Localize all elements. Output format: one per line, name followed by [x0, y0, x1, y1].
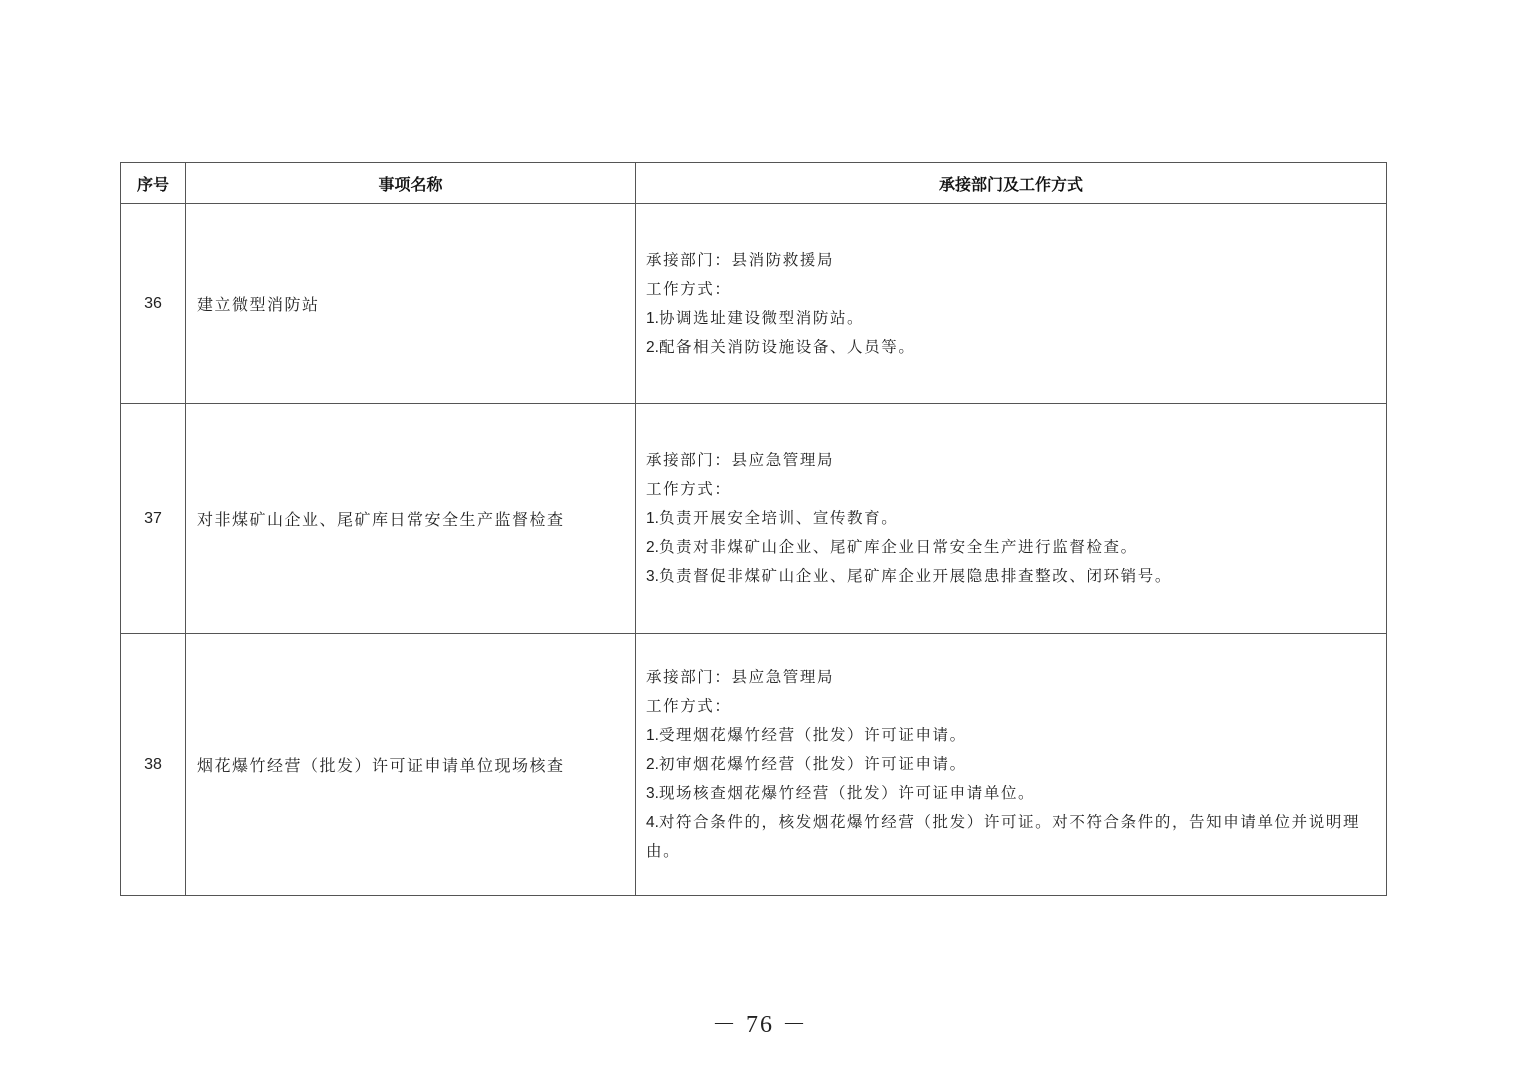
items-table — [120, 162, 1387, 896]
department-line: 承接部门：县应急管理局 — [646, 451, 835, 469]
table-header-row — [121, 163, 1387, 204]
row-department-method — [636, 404, 1387, 634]
page-number: － 76 － — [712, 1012, 808, 1038]
row-serial-number: 37 — [121, 404, 186, 634]
method-item: 1.受理烟花爆竹经营（批发）许可证申请。 — [646, 726, 967, 744]
row-serial-number: 38 — [121, 634, 186, 896]
row-department-method — [636, 204, 1387, 404]
method-item: 2.初审烟花爆竹经营（批发）许可证申请。 — [646, 755, 967, 773]
table-row — [121, 204, 1387, 404]
method-item: 4.对符合条件的，核发烟花爆竹经营（批发）许可证。对不符合条件的，告知申请单位并说明理由。 — [646, 813, 1361, 860]
method-item: 2.配备相关消防设施设备、人员等。 — [646, 337, 916, 356]
row-item-name: 烟花爆竹经营（批发）许可证申请单位现场核查 — [186, 634, 636, 896]
method-item: 3.负责督促非煤矿山企业、尾矿库企业开展隐患排查整改、闭环销号。 — [646, 567, 1172, 585]
department-line: 承接部门：县应急管理局 — [646, 668, 835, 686]
row-serial-number: 36 — [121, 204, 186, 404]
row-department-method — [636, 634, 1387, 896]
header-serial-number: 序号 — [121, 163, 186, 204]
method-item: 3.现场核查烟花爆竹经营（批发）许可证申请单位。 — [646, 784, 1036, 802]
method-item: 1.协调选址建设微型消防站。 — [646, 308, 865, 327]
method-item: 2.负责对非煤矿山企业、尾矿库企业日常安全生产进行监督检查。 — [646, 538, 1138, 556]
table-row — [121, 634, 1387, 896]
row-item-name: 建立微型消防站 — [186, 204, 636, 404]
header-department-method: 承接部门及工作方式 — [636, 163, 1387, 204]
row-item-name: 对非煤矿山企业、尾矿库日常安全生产监督检查 — [186, 404, 636, 634]
department-line: 承接部门：县消防救援局 — [646, 250, 835, 269]
method-label: 工作方式： — [646, 480, 732, 498]
method-item: 1.负责开展安全培训、宣传教育。 — [646, 509, 899, 527]
method-label: 工作方式： — [646, 279, 732, 298]
method-label: 工作方式： — [646, 697, 732, 715]
header-item-name: 事项名称 — [186, 163, 636, 204]
table-row — [121, 404, 1387, 634]
